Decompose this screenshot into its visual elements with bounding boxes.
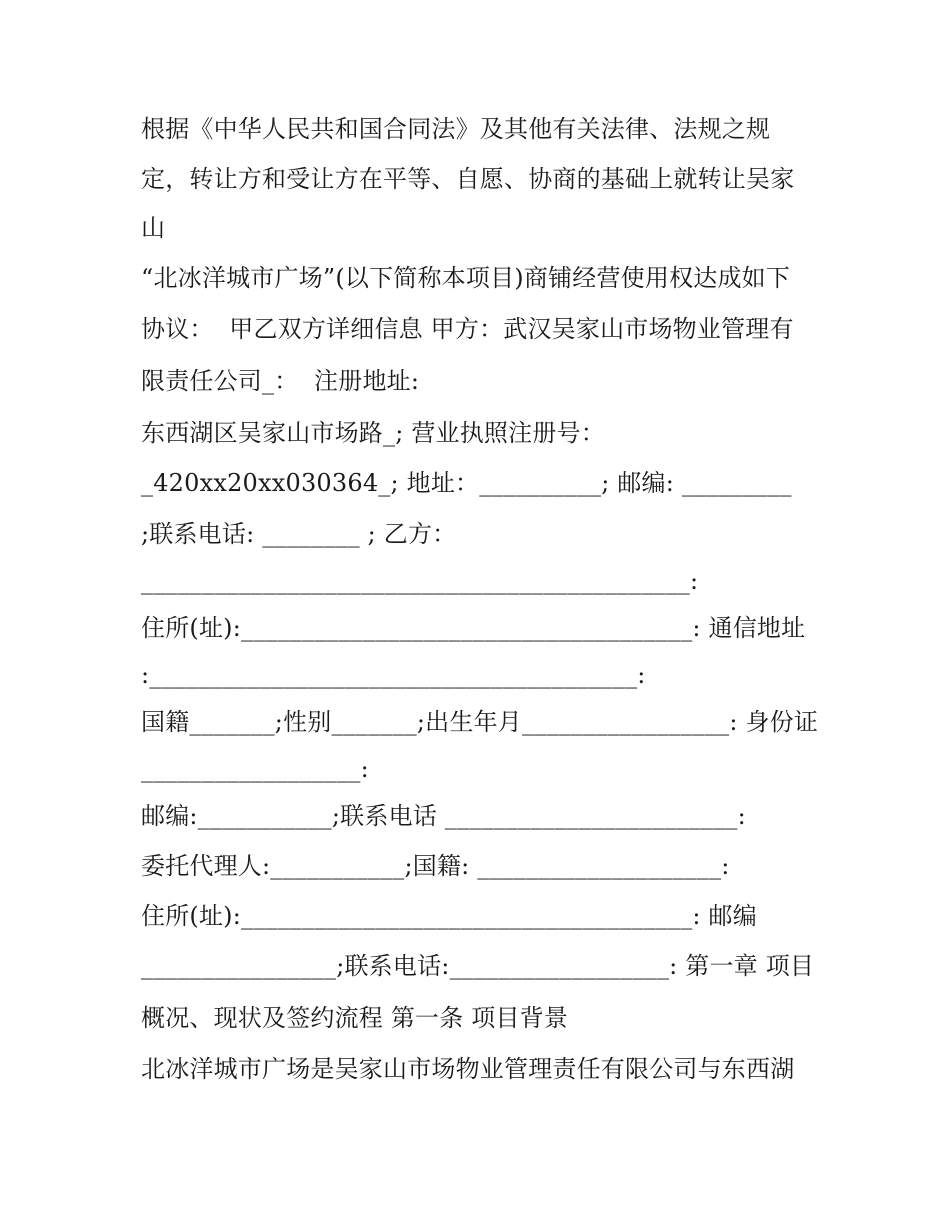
- text-line: _____________________________________________:: [141, 567, 699, 595]
- text-line: “北冰洋城市广场”(以下简称本项目)商铺经营使用权达成如下: [141, 264, 791, 292]
- text-line: :________________________________________:: [141, 661, 646, 689]
- text-line: ;联系电话: ________ ; 乙方：: [141, 520, 457, 548]
- text-line: ________________;联系电话:__________________: 第一章 项目: [141, 952, 815, 980]
- text-line: 北冰洋城市广场是吴家山市场物业管理责任有限公司与东西湖: [141, 1055, 795, 1083]
- text-line: 根据《中华人民共和国合同法》及其他有关法律、法规之规: [141, 115, 771, 143]
- text-line: 限责任公司_： 注册地址:: [141, 367, 420, 395]
- text-line: 山: [141, 214, 166, 242]
- text-line: 概况、现状及签约流程 第一条 项目背景: [141, 1004, 569, 1032]
- text-line: 邮编:___________;联系电话 ________________________:: [141, 802, 746, 830]
- text-line: 东西湖区吴家山市场路_; 营业执照注册号：: [141, 419, 605, 447]
- text-line: 委托代理人:___________;国籍: ____________________:: [141, 852, 730, 880]
- text-line: _420xx20xx030364_; 地址：__________; 邮编: _________: [141, 469, 792, 497]
- text-line: 住所(址):_____________________________________: 通信地址: [141, 614, 806, 642]
- text-line: 定，转让方和受让方在平等、自愿、协商的基础上就转让吴家: [141, 165, 795, 193]
- text-line: 协议： 甲乙双方详细信息 甲方：武汉吴家山市场物业管理有: [141, 315, 794, 343]
- text-line: 住所(址):_____________________________________: 邮编: [141, 902, 757, 930]
- text-line: __________________:: [141, 755, 369, 783]
- text-line: 国籍_______;性别_______;出生年月_________________: 身份证: [141, 708, 819, 736]
